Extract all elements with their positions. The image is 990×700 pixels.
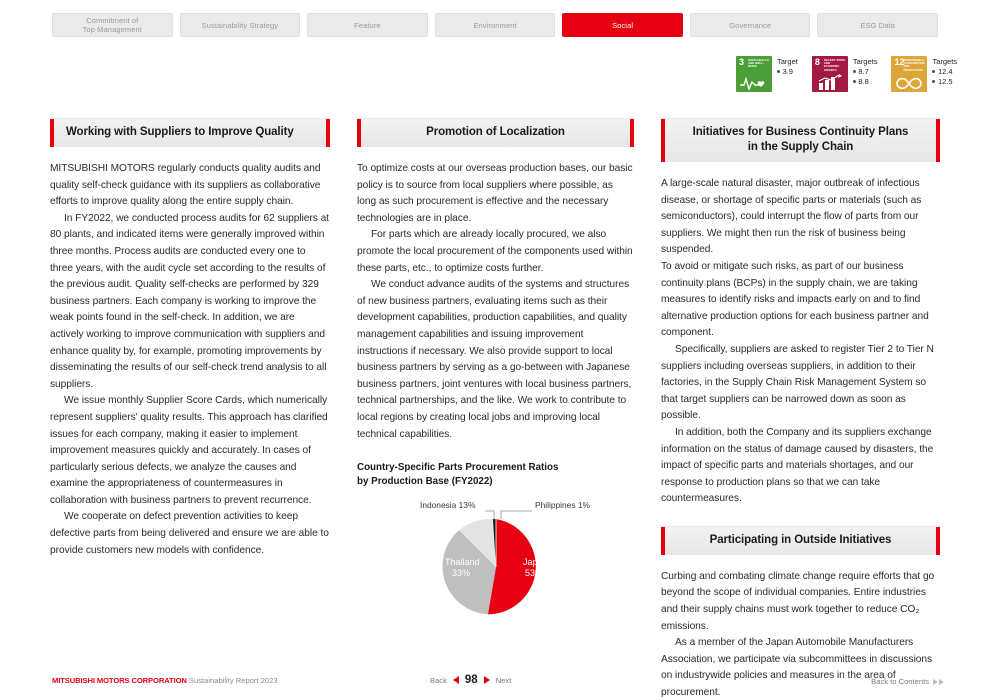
pie-inside-label-thailand-value: 33% [452,568,471,579]
accent-bar-left-icon [661,119,665,162]
pie-inside-label-japan-value: 53% [525,568,544,579]
tab-esg-data[interactable] [817,13,938,37]
sdg-target-value [777,67,798,77]
sdg-targets-3 [777,56,798,77]
sdg-target-number: 3.9 [782,67,793,76]
sdg-target-value [932,67,957,77]
sdg-badge-row [736,56,957,92]
paragraph: We issue monthly Supplier Score Cards, which numerically represent suppliers' quality results. This approach has clarified issues for each company, making it easier to implement improvement measures quickly and accurately. In cases of particularly serious defects, we analyze the causes and examine the appropriateness of countermeasures in collaboration with business partners to prevent recurrence. [50,395,328,506]
section-title [677,125,924,155]
accent-bar-left-icon [357,119,361,147]
sdg-caption: DECENT WORK AND ECONOMIC GROWTH [823,59,846,72]
sdg-targets-label: Targets [852,57,878,66]
footer-pagination [430,674,511,686]
tab-feature[interactable] [307,13,428,37]
tab-label-line1: Commitment of [86,16,139,25]
sdg-target-number: 8.8 [858,76,869,86]
footer-brand-block [52,676,278,686]
page-footer [0,674,990,694]
footer-brand: MITSUBISHI MOTORS CORPORATION [52,676,187,685]
section-heading-promotion-of-localization [357,118,634,147]
paragraph: As a member of the Japan Automobile Manufacturers Association, we participate via subcommittees in discussions on industrywide policies and measures in the area of procurement. [661,637,933,699]
paragraph: Specifically, suppliers are asked to register Tier 2 to Tier N suppliers including overseas suppliers, in addition to their factories, in the Supply Chain Risk Management System so that target suppliers can be narrowed down as soon as possible. [661,343,934,422]
sdg-number: 3 [739,57,745,67]
accent-bar-left-icon [50,119,54,147]
section-title: Participating in Outside Initiatives [709,533,892,546]
sdg-targets-label: Target [777,57,798,66]
paragraph: To optimize costs at our overseas production bases, our basic policy is to source from local suppliers where possible, as long as such procurement is effective and the necessary technologies are in place. [357,163,633,224]
pie-label-philippines: Philippines 1% [535,500,590,511]
pie-label-indonesia: Indonesia 13% [420,500,476,511]
tab-label-line1: Governance [729,20,772,30]
body-text-left [50,161,330,559]
sdg-number: 8 [814,57,820,67]
paragraph: Curbing and combating climate change require efforts that go beyond the scope of individual companies. Entire industries and their supply chains must work together to reduce CO₂ emissions. [661,570,935,632]
bullet-icon [932,70,935,73]
tab-label-line1: Environment [473,20,517,30]
paragraph: To avoid or mitigate such risks, as part of our business continuity plans (BCPs) in the supply chain, we are taking measures to identify risks and impacts early on and to find alternative production options for each business partner and component. [661,260,929,339]
sdg-target-number: 12.4 [937,67,953,76]
pie-chart [357,497,634,627]
pie-inside-label-thailand-name: Thailand [445,557,480,568]
back-button[interactable]: Back [430,675,447,685]
paragraph: We cooperate on defect prevention activities to keep defective parts from being delivered and ensure we are able to provide customers new models with confidence. [50,511,329,556]
section-title-line2: in the Supply Chain [747,141,854,153]
paragraph: In FY2022, we conducted process audits for 62 suppliers at 80 plants, and indicated items were generally improved within three months. Process audits are conducted every one to three years, with the audit cycle set according to the results of the previous audit. Quality self-checks are performed by 329 business partners. Each company is working to improve the weak points found in the self-check. In addition, we are actively working to improve communication with suppliers and enhance quality by, for example, promoting improvements by disseminating the results of our self-check trend analysis to all suppliers. [50,212,329,390]
content-column-left [50,118,330,559]
section-heading-working-with-suppliers [50,118,330,147]
paragraph: A large-scale natural disaster, major outbreak of infectious disease, or shortage of specific parts or materials (such as semiconductors), could interrupt the flow of parts from our suppliers. We might then run the risk of business being suspended. [661,178,922,256]
leader-line-philippines [501,511,532,519]
sdg-targets-12 [932,56,957,86]
accent-bar-right-icon [326,119,330,147]
paragraph: MITSUBISHI MOTORS regularly conducts quality audits and quality self-check guidance with its suppliers as collaborative efforts to improve quality along the entire supply chain. [50,163,321,208]
sdg-target-number: 12.5 [937,76,953,86]
sdg-target-number: 8.7 [858,67,869,76]
sdg-item-8 [812,56,878,92]
accent-bar-right-icon [936,527,940,555]
tab-label-line1: Feature [354,20,381,30]
sdg-icon-12-responsible-consumption [891,56,927,92]
chart-title [357,461,634,489]
tab-label-line1: Social [612,20,634,30]
section-heading-participating-outside-initiatives [661,526,940,555]
tab-commitment-of-top-management[interactable] [52,13,173,37]
bullet-icon [853,80,856,83]
tab-sustainability-strategy[interactable] [180,13,301,37]
back-arrow-icon[interactable] [453,676,459,684]
content-column-right [661,118,940,700]
section-heading-business-continuity-plans [661,118,940,162]
sdg-caption: RESPONSIBLE CONSUMPTION AND PRODUCTION [903,59,925,72]
leader-line-indonesia [485,511,494,519]
heartbeat-icon [736,70,772,90]
sdg-caption: GOOD HEALTH AND WELL-BEING [748,59,769,69]
tab-governance[interactable] [690,13,811,37]
body-text-right [661,176,940,508]
footer-report-name: Sustainability Report 2023 [188,676,278,685]
accent-bar-right-icon [630,119,634,147]
sdg-target-value [932,77,957,87]
sdg-number: 12 [894,57,905,67]
paragraph: In addition, both the Company and its suppliers exchange information on the status of damage caused by disasters, the impact of specific parts and materials shortages, and our response to production plans so that we can take countermeasures. [661,426,934,505]
next-arrow-icon[interactable] [484,676,490,684]
accent-bar-right-icon [936,119,940,162]
sdg-targets-8 [853,56,878,86]
tab-environment[interactable] [435,13,556,37]
tab-label-line1: ESG Data [860,20,896,30]
infinity-icon [891,70,927,90]
page-title: Working with Suppliers to Improve Quality [66,126,294,138]
body-text-middle [357,161,634,443]
sdg-icon-3-good-health [736,56,772,92]
content-column-middle [357,118,634,627]
bullet-icon [932,80,935,83]
section-title: Promotion of Localization [426,126,565,138]
sdg-item-12 [891,56,957,92]
accent-bar-left-icon [661,527,665,555]
paragraph: For parts which are already locally procured, we also promote the local procurement of the components used within these parts, etc., to optimize costs further. [357,229,633,274]
bullet-icon [853,70,856,73]
double-chevron-right-icon[interactable] [933,679,944,685]
next-button[interactable]: Next [495,675,512,685]
bullet-icon [777,70,780,73]
tab-social[interactable] [562,13,683,37]
chart-country-specific-parts-procurement [357,461,634,627]
section-title-line1: Initiatives for Business Continuity Plans [692,126,909,138]
chart-title-line2: by Production Base (FY2022) [357,476,493,488]
growth-chart-icon [812,70,848,90]
back-to-contents-label[interactable]: Back to Contents [871,677,929,686]
sdg-item-3 [736,56,798,92]
sdg-target-value [853,77,878,87]
tab-label-line2: Top Management [82,25,142,34]
section-navigation-tabs [52,13,938,37]
sdg-targets-label: Targets [932,57,958,66]
sdg-icon-8-decent-work [812,56,848,92]
footer-back-to-contents[interactable] [871,677,944,686]
sdg-target-value [853,67,878,77]
pie-inside-label-japan-name: Japan [523,557,548,568]
page-number: 98 [464,674,478,686]
pie-chart-svg [357,497,634,627]
paragraph: We conduct advance audits of the systems and structures of new business partners, evaluating items such as their development capabilities, production capabilities, and quality management capabilities and issuing improvement instructions if necessary. We also provide support to local business partners by serving as a go-between with Japanese business partners, joint ventures with local business partners, technical partnerships, and the like. We work to contribute to local regions by creating local jobs and improving local technical capabilities. [357,279,632,440]
chart-title-line1: Country-Specific Parts Procurement Ratios [357,462,559,474]
tab-label-line1: Sustainability Strategy [201,20,279,30]
